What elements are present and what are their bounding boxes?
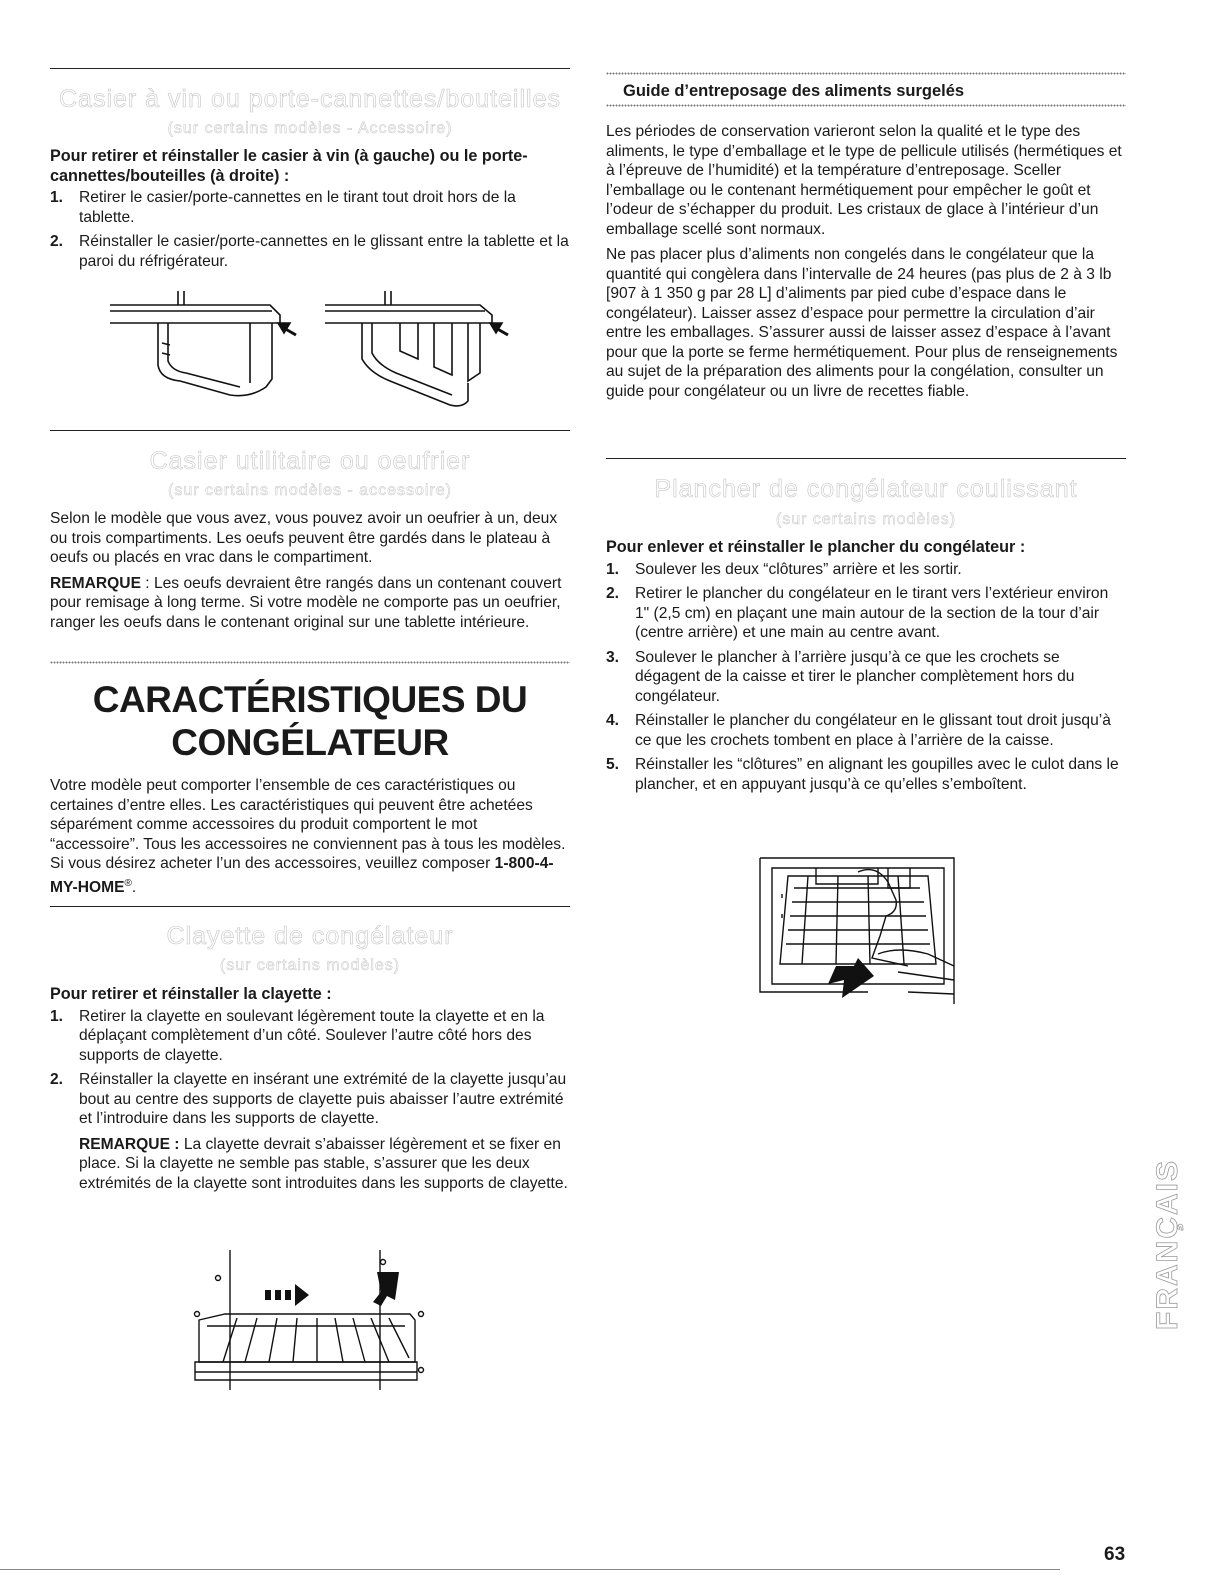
side-language-tab <box>1151 1080 1185 1330</box>
dotted-divider-left <box>50 661 570 664</box>
bottom-rule <box>0 1569 1060 1570</box>
guide-paragraph-2: Ne pas placer plus d’aliments non congelés dans le congélateur que la quantité qui congèlera dans l’intervalle de 24 heures (pas plus de 2 à 3 lb [907 à 1 350 g par 28 L] d’aliments par pied cube d’espace dans le congélateur). Laisser assez d’espace pour permettre la circulation d’air entre les emballages. S’assurer aussi de laisser assez d’espace à l’avant pour que la porte se ferme hermétiquement. Pour plus de renseignements au sujet de la préparation des aliments pour la congélation, consulter un guide pour congélateur ou un livre de recettes fiable. <box>606 246 1118 400</box>
floor-steps <box>606 560 1126 795</box>
wine-section-title: Casier à vin ou porte-cannettes/bouteilles <box>59 85 561 113</box>
list-item: 1. Retirer le casier/porte-cannettes en le tirant tout droit hors de la tablette. <box>50 189 516 226</box>
egg-note: REMARQUE : Les oeufs devraient être rangés dans un contenant couvert pour remisage à long terme. Si votre modèle ne comporte pas un oeufrier, ranger les oeufs dans le contenant original sur une tablette intérieure. <box>50 574 562 631</box>
side-tab-text: FRANÇAIS <box>1151 1159 1184 1330</box>
list-item: 2. Réinstaller la clayette en insérant une extrémité de la clayette jusqu’au bout au centre des supports de clayette puis abaisser l’autre extrémité et l’introduire dans les supports de clayette. REMARQUE : La clayette devrait s’abaisser légèrement et se fixer en place. Si la clayette ne semble pas stable, s’assurer que les deux extrémités de la clayette sont introduites dans les supports de clayette. <box>50 1070 570 1193</box>
intro-paragraph: Votre modèle peut comporter l’ensemble de ces caractéristiques ou certaines d’entre elles. Les caractéristiques qui peuvent être achetées séparément comme accessoires du produit comportent le mot “accessoire”. Tous les accessoires ne conviennent pas à tous les modèles. Si vous désirez acheter l’un des accessoires, veuillez composer 1-800-4-MY-HOME®. <box>50 777 566 896</box>
wine-heading: Pour retirer et réinstaller le casier à vin (à gauche) ou le porte-cannettes/bouteilles (à droite) : <box>50 147 528 185</box>
freezer-shelf-illustration <box>185 1250 435 1395</box>
egg-section-title: Casier utilitaire ou oeufrier <box>149 447 471 475</box>
egg-paragraph: Selon le modèle que vous avez, vous pouvez avoir un oeufrier à un, deux ou trois compartiments. Les oeufs peuvent être gardés dans le plateau à oeufs ou placés en vrac dans le compartiment. <box>50 510 558 566</box>
shelf-steps <box>50 1007 570 1194</box>
rule-shelf <box>50 906 570 907</box>
page-title: CARACTÉRISTIQUES DU CONGÉLATEUR <box>92 679 528 763</box>
list-item: 5. Réinstaller les “clôtures” en alignant les goupilles avec le culot dans le plancher, et en appuyant jusqu’à ce qu’elles s’emboîtent. <box>606 756 1119 793</box>
rule-egg <box>50 430 570 431</box>
shelf-section-title: Clayette de congélateur <box>166 922 454 950</box>
list-item: 1. Soulever les deux “clôtures” arrière et les sortir. <box>606 560 962 578</box>
list-item: 2. Réinstaller le casier/porte-cannettes en le glissant entre la tablette et la paroi du réfrigérateur. <box>50 233 569 270</box>
list-item: 4. Réinstaller le plancher du congélateur en le glissant tout droit jusqu’à ce que les crochets tombent en place à l’arrière de la caisse. <box>606 712 1111 749</box>
dotted-divider-guide-bottom <box>606 104 1126 107</box>
floor-heading: Pour enlever et réinstaller le plancher du congélateur : <box>606 538 1026 556</box>
top-rule-left <box>50 68 570 69</box>
wine-rack-illustration <box>100 283 540 413</box>
wine-steps <box>50 188 570 271</box>
guide-heading: Guide d’entreposage des aliments surgelés <box>623 82 965 100</box>
floor-section-body <box>606 538 1126 799</box>
guide-body <box>606 122 1126 407</box>
list-item: 1. Retirer la clayette en soulevant légèrement toute la clayette et en la déplaçant complètement d’un côté. Soulever l’autre côté hors des supports de clayette. <box>50 1007 545 1064</box>
wine-section-body <box>50 147 570 276</box>
page-number: 63 <box>1104 1544 1126 1565</box>
list-item: 3. Soulever le plancher à l’arrière jusqu’à ce que les crochets se dégagent de la caisse et tirer le plancher complètement hors du congélateur. <box>606 648 1075 705</box>
freezer-floor-illustration <box>758 854 968 1004</box>
phone-number: 1-800-4-MY-HOME <box>50 855 554 896</box>
egg-section-subtitle: (sur certains modèles - accessoire) <box>168 482 452 499</box>
shelf-heading: Pour retirer et réinstaller la clayette : <box>50 985 332 1003</box>
floor-section-title: Plancher de congélateur coulissant <box>654 475 1078 503</box>
shelf-note: REMARQUE : La clayette devrait s’abaisser légèrement et se fixer en place. Si la clayette ne semble pas stable, s’assurer que les deux extrémités de la clayette sont introduites dans les supports de clayette. <box>79 1135 568 1192</box>
egg-section-body <box>50 509 570 638</box>
rule-floor <box>606 458 1126 459</box>
wine-section-subtitle: (sur certains modèles - Accessoire) <box>167 120 453 137</box>
shelf-section-body <box>50 985 570 1198</box>
dotted-divider-guide-top <box>606 72 1126 75</box>
floor-section-subtitle: (sur certains modèles) <box>775 511 957 528</box>
guide-paragraph-1: Les périodes de conservation varieront selon la qualité et le type des aliments, le type d’emballage et le type de pellicule utilisés (hermétiques et à l’épreuve de l’humidité) et la température d’entreposage. Sceller l’emballage ou le contenant hermétiquement pour empêcher le goût et l’odeur de s’échapper du produit. Les cristaux de glace à l’intérieur d’un emballage scellé sont normaux. <box>606 123 1122 238</box>
shelf-section-subtitle: (sur certains modèles) <box>219 957 401 974</box>
list-item: 2. Retirer le plancher du congélateur en le tirant vers l’extérieur environ 1" (2,5 cm) en plaçant une main autour de la section de la tour d’air (centre arrière) et une main au centre avant. <box>606 585 1109 641</box>
